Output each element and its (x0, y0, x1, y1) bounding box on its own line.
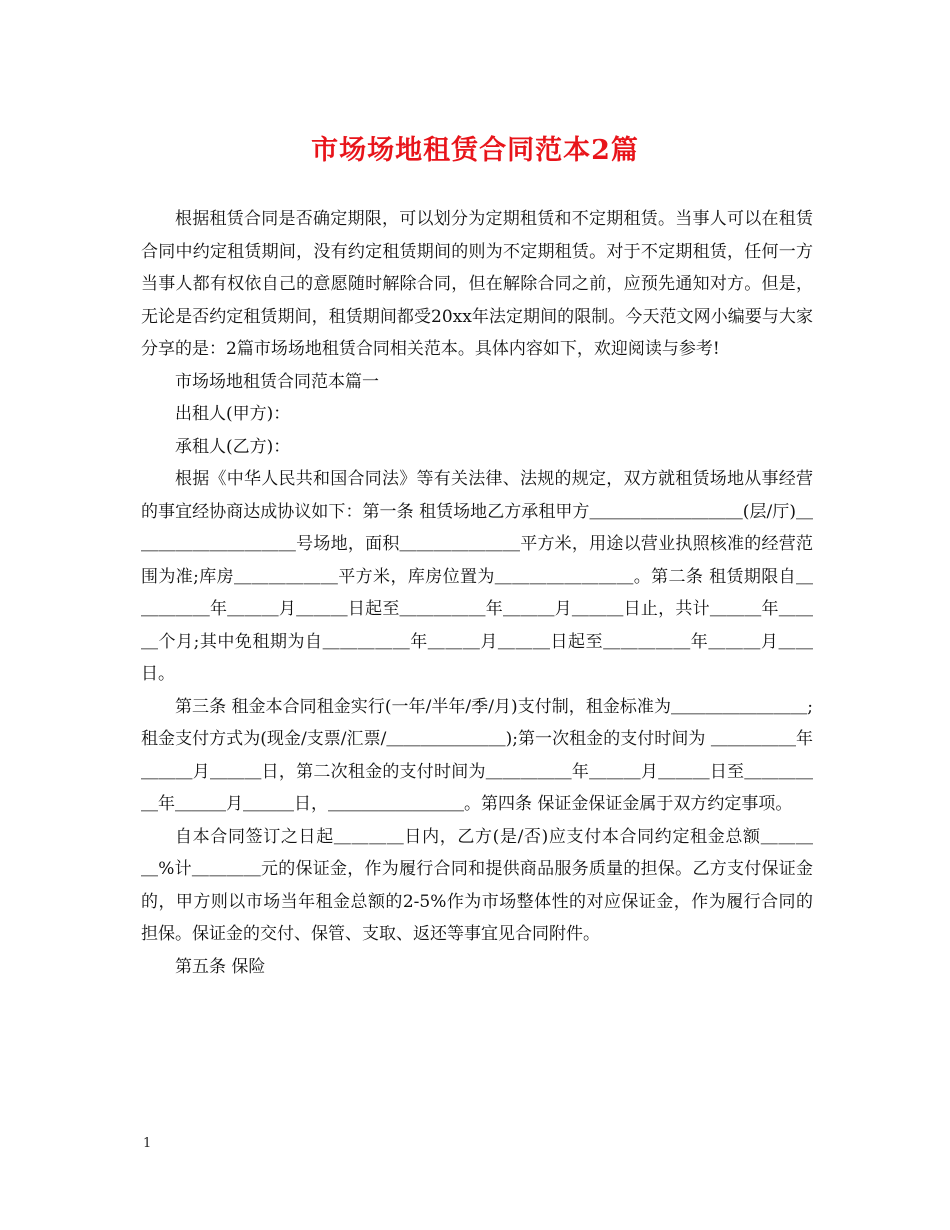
section-heading: 市场场地租赁合同范本篇一 (175, 371, 379, 392)
page-number: 1 (143, 1136, 152, 1151)
lessor-line: 出租人(甲方)： (175, 404, 291, 424)
document-title: 市场场地租赁合同范本2篇 (311, 135, 639, 166)
clause-paragraph: 自本合同签订之日起＿＿＿＿日内，乙方(是/否)应支付本合同约定租金总额＿＿＿＿%计＿＿＿＿元的保证金，作为履行合同和提供商品服务质量的担保。乙方支付保证金的，甲方则以市场当年租金总额的2-5%作为市场整体性的对应保证金，作为履行合同的担保。保证金的交付、保管、支取、返还等事宜见合同附件。 (141, 826, 813, 944)
clause-paragraph: 第三条 租金本合同租金实行(一年/半年/季/月)支付制，租金标准为＿＿＿＿＿＿＿＿;租金支付方式为(现金/支票/汇票/＿＿＿＿＿＿＿);第一次租金的支付时间为 ＿＿＿＿＿年＿＿＿月＿＿＿日，第二次租金的支付时间为＿＿＿＿＿年＿＿＿月＿＿＿日至＿＿＿＿＿年＿＿＿月＿＿＿日，＿＿＿＿＿＿＿＿。第四条 保证金保证金属于双方约定事项。 (141, 696, 813, 814)
document-body (141, 203, 813, 983)
lessee-line: 承租人(乙方)： (175, 436, 291, 457)
intro-paragraph: 根据租赁合同是否确定期限，可以划分为定期租赁和不定期租赁。当事人可以在租赁合同中约定租赁期间，没有约定租赁期间的则为不定期租赁。对于不定期租赁，任何一方当事人都有权依自己的意愿随时解除合同，但在解除合同之前，应预先通知对方。但是，无论是否约定租赁期间，租赁期间都受20xx年法定期间的限制。今天范文网小编要与大家分享的是：2篇市场场地租赁合同相关范本。具体内容如下，欢迎阅读与参考! (141, 209, 813, 359)
clause-heading: 第五条 保险 (175, 956, 266, 977)
clause-paragraph: 根据《中华人民共和国合同法》等有关法律、法规的规定，双方就租赁场地从事经营的事宜经协商达成协议如下：第一条 租赁场地乙方承租甲方＿＿＿＿＿＿＿＿＿(层/厅)＿＿＿＿＿＿＿＿＿＿号场地，面积＿＿＿＿＿＿＿平方米，用途以营业执照核准的经营范围为准;库房＿＿＿＿＿＿平方米，库房位置为＿＿＿＿＿＿＿＿。第二条 租赁期限自＿＿＿＿＿年＿＿＿月＿＿＿日起至＿＿＿＿＿年＿＿＿月＿＿＿日止，共计＿＿＿年＿＿＿个月;其中免租期为自＿＿＿＿＿年＿＿＿月＿＿＿日起至＿＿＿＿＿年＿＿＿月＿＿ 日。 (141, 469, 813, 684)
